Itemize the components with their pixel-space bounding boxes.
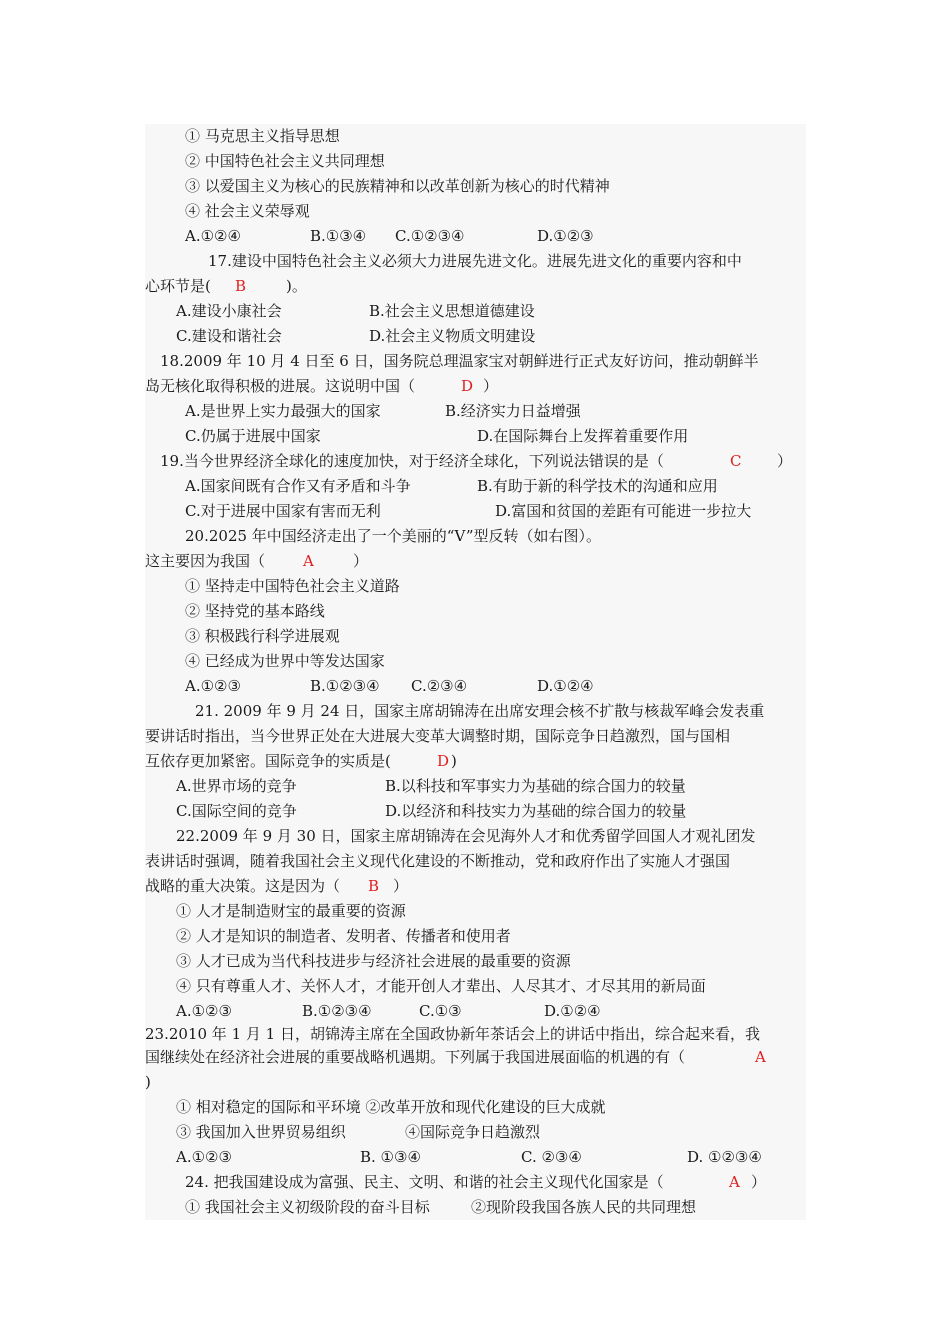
document-page	[145, 124, 806, 1220]
q21-stem-line1: 21. 2009 年 9 月 24 日，国家主席胡锦涛在出席安理会核不扩散与核裁军峰会发表重	[195, 702, 765, 720]
q18-stem-line1: 18.2009 年 10 月 4 日至 6 日，国务院总理温家宝对朝鲜进行正式友好访问，推动朝鲜半	[160, 352, 759, 370]
q18-opt-c: C.仍属于进展中国家	[185, 427, 321, 445]
q17-stem-line2: 心环节是( B )。	[145, 274, 806, 298]
q19-opt-d: D.富国和贫国的差距有可能进一步拉大	[495, 502, 752, 520]
q23-items-row2: ③ 我国加入世界贸易组织 ④国际竞争日趋激烈	[176, 1123, 541, 1141]
q23-options	[145, 1145, 806, 1169]
q22-opt-d: D.①②④	[544, 1002, 601, 1020]
q20-opt-c: C.②③④	[411, 677, 468, 695]
q23-stem-line3: )	[145, 1073, 151, 1091]
q17-stem-line1: 17.建设中国特色社会主义必须大力进展先进文化。进展先进文化的重要内容和中	[208, 252, 742, 270]
q22-stem-line3: 战略的重大决策。这是因为（ B ）	[145, 874, 806, 898]
q21-opt-a: A.世界市场的竞争	[176, 777, 297, 795]
q19-answer: C	[730, 452, 742, 470]
q19-options-row2	[145, 499, 806, 523]
q20-opt-b: B.①②③④	[310, 677, 380, 695]
q16-options	[145, 224, 806, 248]
q16-opt-a: A.①②④	[185, 227, 241, 245]
q18-opt-a: A.是世界上实力最强大的国家	[185, 402, 381, 420]
q19-opt-c: C.对于进展中国家有害而无利	[185, 502, 381, 520]
q20-stem-line1: 20.2025 年中国经济走出了一个美丽的“V”型反转（如右图）。	[185, 527, 602, 545]
q20-stem-line2: 这主要因为我国（ A ）	[145, 549, 806, 573]
q20-opt-d: D.①②④	[537, 677, 594, 695]
q22-item-1: ① 人才是制造财宝的最重要的资源	[176, 902, 406, 920]
q23-opt-a: A.①②③	[176, 1148, 232, 1166]
q18-opt-d: D.在国际舞台上发挥着重要作用	[477, 427, 689, 445]
q16-item-4: ④ 社会主义荣辱观	[185, 202, 310, 220]
q22-opt-b: B.①②③④	[302, 1002, 372, 1020]
q18-answer: D	[461, 377, 474, 395]
q21-opt-b: B.以科技和军事实力为基础的综合国力的较量	[385, 777, 686, 795]
q16-item-1: ① 马克思主义指导思想	[185, 127, 340, 145]
q23-stem-line2: 国继续处在经济社会进展的重要战略机遇期。下列属于我国进展面临的机遇的有（ A	[145, 1045, 806, 1069]
q18-stem-line2: 岛无核化取得积极的进展。这说明中国（ D ）	[145, 374, 806, 398]
q17-opt-c: C.建设和谐社会	[176, 327, 282, 345]
q20-item-3: ③ 积极践行科学进展观	[185, 627, 340, 645]
q22-item-4: ④ 只有尊重人才、关怀人才，才能开创人才辈出、人尽其才、才尽其用的新局面	[176, 977, 706, 995]
q21-stem-line2: 要讲话时指出，当今世界正处在大进展大变革大调整时期，国际竞争日趋激烈，国与国相	[145, 727, 731, 745]
q22-opt-a: A.①②③	[176, 1002, 232, 1020]
q19-options-row1	[145, 474, 806, 498]
q21-answer: D	[437, 752, 450, 770]
q19-opt-b: B.有助于新的科学技术的沟通和应用	[477, 477, 718, 495]
q20-opt-a: A.①②③	[185, 677, 241, 695]
q22-opt-c: C.①③	[419, 1002, 462, 1020]
q19-stem: 19.当今世界经济全球化的速度加快，对于经济全球化，下列说法错误的是（ C ）	[145, 449, 806, 473]
q23-opt-b: B. ①③④	[360, 1148, 421, 1166]
q17-options-row2	[145, 324, 806, 348]
q21-opt-c: C.国际空间的竞争	[176, 802, 297, 820]
q23-opt-d: D. ①②③④	[687, 1148, 762, 1166]
q22-answer: B	[368, 877, 380, 895]
q23-stem-line1: 23.2010 年 1 月 1 日，胡锦涛主席在全国政协新年茶话会上的讲话中指出，综合起来看，我	[145, 1025, 760, 1043]
q17-opt-a: A.建设小康社会	[176, 302, 282, 320]
q16-item-2: ② 中国特色社会主义共同理想	[185, 152, 385, 170]
q17-answer: B	[235, 277, 247, 295]
q17-opt-d: D.社会主义物质文明建设	[369, 327, 536, 345]
q21-options-row2	[145, 799, 806, 823]
q20-item-4: ④ 已经成为世界中等发达国家	[185, 652, 385, 670]
q22-stem-line1: 22.2009 年 9 月 30 日，国家主席胡锦涛在会见海外人才和优秀留学回国人才观礼团发	[176, 827, 756, 845]
q23-opt-c: C. ②③④	[521, 1148, 582, 1166]
q21-options-row1	[145, 774, 806, 798]
q24-stem: 24. 把我国建设成为富强、民主、文明、和谐的社会主义现代化国家是（ A ）	[145, 1170, 806, 1194]
q22-item-2: ② 人才是知识的制造者、发明者、传播者和使用者	[176, 927, 511, 945]
q20-answer: A	[303, 552, 314, 570]
q22-stem-line2: 表讲话时强调，随着我国社会主义现代化建设的不断推动，党和政府作出了实施人才强国	[145, 852, 731, 870]
q21-stem-line3: 互依存更加紧密。国际竞争的实质是( D )	[145, 749, 806, 773]
q24-items: ① 我国社会主义初级阶段的奋斗目标 ②现阶段我国各族人民的共同理想	[185, 1198, 697, 1216]
q18-options-row1	[145, 399, 806, 423]
q22-item-3: ③ 人才已成为当代科技进步与经济社会进展的最重要的资源	[176, 952, 571, 970]
q20-item-1: ① 坚持走中国特色社会主义道路	[185, 577, 400, 595]
q17-opt-b: B.社会主义思想道德建设	[369, 302, 535, 320]
q18-opt-b: B.经济实力日益增强	[445, 402, 581, 420]
q19-opt-a: A.国家间既有合作又有矛盾和斗争	[185, 477, 411, 495]
q16-item-3: ③ 以爱国主义为核心的民族精神和以改革创新为核心的时代精神	[185, 177, 610, 195]
q16-opt-b: B.①③④	[310, 227, 367, 245]
q24-answer: A	[729, 1173, 740, 1191]
q17-options-row1	[145, 299, 806, 323]
q23-items-row1: ① 相对稳定的国际和平环境 ②改革开放和现代化建设的巨大成就	[176, 1098, 606, 1116]
q16-opt-c: C.①②③④	[395, 227, 465, 245]
q18-options-row2	[145, 424, 806, 448]
q20-item-2: ② 坚持党的基本路线	[185, 602, 325, 620]
q20-options	[145, 674, 806, 698]
q16-opt-d: D.①②③	[537, 227, 594, 245]
q22-options	[145, 999, 806, 1023]
q23-answer: A	[755, 1048, 766, 1066]
q21-opt-d: D.以经济和科技实力为基础的综合国力的较量	[385, 802, 687, 820]
